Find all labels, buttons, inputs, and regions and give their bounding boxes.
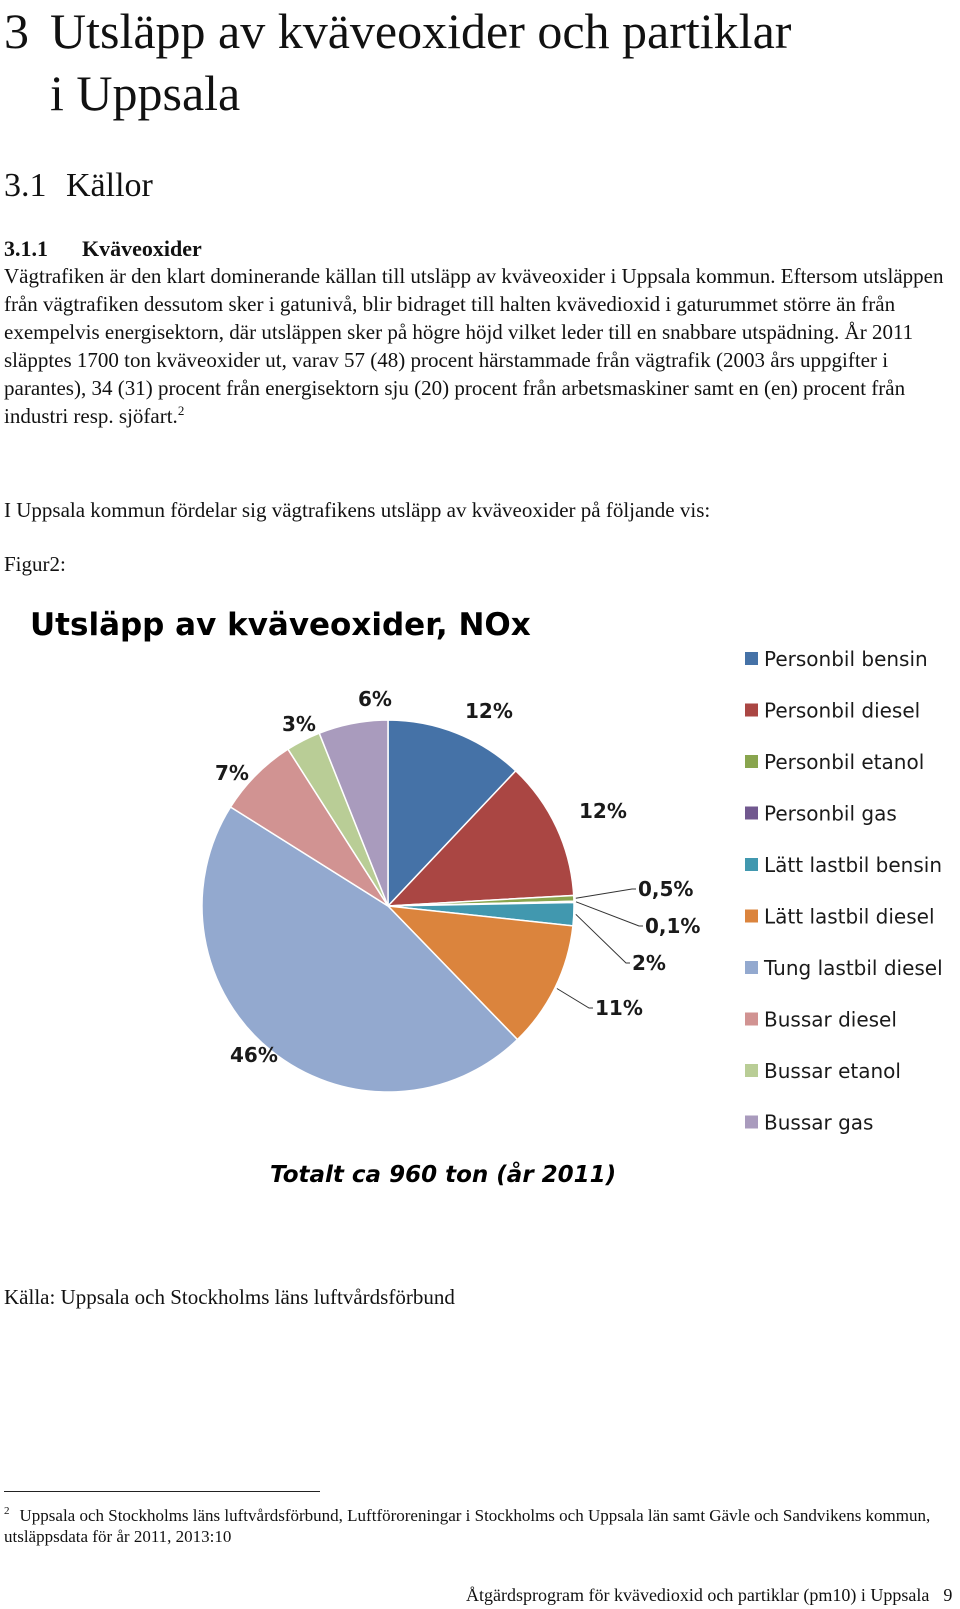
legend-swatch [745, 755, 758, 768]
page-number: 9 [943, 1585, 953, 1605]
body-paragraph-2: I Uppsala kommun fördelar sig vägtrafikens utsläpp av kväveoxider på följande vis: [4, 498, 711, 522]
data-label-bussar-etanol: 3% [282, 712, 316, 736]
section-heading [4, 166, 153, 206]
data-label-bussar-diesel: 7% [215, 761, 249, 785]
legend-label: Personbil etanol [764, 750, 925, 774]
subsection-number: 3.1.1 [4, 236, 48, 261]
footnote-divider [4, 1491, 320, 1492]
legend-swatch [745, 704, 758, 717]
pie-slices [202, 720, 574, 1092]
chapter-heading [4, 0, 904, 124]
legend-label: Bussar diesel [764, 1007, 897, 1032]
section-title: Källor [66, 167, 153, 204]
body-paragraph-1 [4, 262, 944, 430]
legend-label: Bussar gas [764, 1110, 874, 1135]
legend-label: Personbil bensin [764, 647, 928, 671]
data-label-latt-lastbil-bensin: 2% [632, 951, 666, 975]
chapter-title-line2: i Uppsala [50, 65, 241, 121]
legend-label: Lätt lastbil bensin [764, 853, 943, 877]
nox-pie-chart [0, 600, 960, 1240]
subsection-heading [4, 236, 202, 262]
chart-legend [745, 647, 943, 1135]
legend-item-bussar-diesel [745, 1008, 897, 1032]
footnote-reference[interactable]: 2 [177, 403, 185, 418]
legend-swatch [745, 1064, 758, 1077]
legend-swatch [745, 652, 758, 665]
data-label-personbil-diesel: 12% [579, 799, 627, 823]
legend-label: Bussar etanol [764, 1059, 901, 1083]
legend-item-personbil-etanol [745, 750, 924, 774]
legend-swatch [745, 1116, 758, 1129]
subsection-title: Kväveoxider [82, 236, 202, 261]
legend-swatch [745, 910, 758, 923]
page-footer [466, 1584, 954, 1606]
legend-swatch [745, 858, 758, 871]
chapter-number: 3 [4, 3, 29, 59]
leader-line-latt-lastbil-bensin [576, 914, 630, 963]
legend-item-bussar-gas [745, 1111, 873, 1135]
leader-line-latt-lastbil-diesel [557, 989, 593, 1009]
legend-swatch [745, 807, 758, 820]
legend-label: Personbil diesel [764, 698, 921, 723]
data-label-personbil-bensin: 12% [465, 699, 513, 723]
footnote [4, 1505, 934, 1547]
legend-label: Tung lastbil diesel [764, 956, 943, 980]
chart-title: Utsläpp av kväveoxider, NOx [30, 607, 531, 643]
section-number: 3.1 [4, 167, 47, 204]
leader-line-personbil-etanol [576, 889, 636, 898]
legend-item-latt-lastbil-bensin [745, 853, 942, 877]
legend-item-personbil-diesel [745, 699, 920, 723]
legend-swatch [745, 1013, 758, 1026]
footnote-number: 2 [4, 1505, 10, 1518]
chapter-title-line1: Utsläpp av kväveoxider och partiklar [50, 3, 792, 59]
data-label-personbil-etanol: 0,5% [638, 877, 694, 901]
legend-item-bussar-etanol [745, 1059, 901, 1083]
figure-source: Källa: Uppsala och Stockholms läns luftvårdsförbund [4, 1285, 455, 1309]
footer-title: Åtgärdsprogram för kvävedioxid och partiklar (pm10) i Uppsala [466, 1585, 930, 1605]
data-label-bussar-gas: 6% [358, 687, 392, 711]
legend-item-personbil-bensin [745, 647, 928, 671]
body-paragraph-1-text: Vägtrafiken är den klart dominerande källan till utsläpp av kväveoxider i Uppsala kommun. Eftersom utsläppen från vägtrafiken dessutom sker i gatunivå, blir bidraget till halten kvävedioxid i gaturummet större än från exempelvis energisektorn, där utsläppen sker på högre höjd vilket leder till en snabbare utspädning. År 2011 släpptes 1700 ton kväveoxider ut, varav 57 (48) procent härstammade från vägtrafik (2003 års uppgifter i parantes), 34 (31) procent från energisektorn sju (20) procent från arbetsmaskiner samt en (en) procent från industri resp. sjöfart. [4, 264, 944, 428]
data-label-tung-lastbil-diesel: 46% [230, 1043, 278, 1067]
legend-item-personbil-gas [745, 802, 897, 826]
data-label-personbil-gas: 0,1% [645, 914, 701, 938]
figure-label: Figur2: [4, 552, 66, 576]
footnote-text: Uppsala och Stockholms läns luftvårdsförbund, Luftföroreningar i Stockholms och Uppsala län samt Gävle och Sandvikens kommun, utsläppsdata för år 2011, 2013:10 [4, 1506, 931, 1546]
legend-label: Personbil gas [764, 801, 897, 826]
legend-item-latt-lastbil-diesel [745, 905, 935, 929]
leader-line-personbil-gas [576, 902, 643, 926]
legend-label: Lätt lastbil diesel [764, 904, 935, 929]
chart-subtitle: Totalt ca 960 ton (år 2011) [270, 1162, 617, 1188]
legend-item-tung-lastbil-diesel [745, 956, 943, 980]
data-label-latt-lastbil-diesel: 11% [595, 996, 643, 1020]
legend-swatch [745, 961, 758, 974]
